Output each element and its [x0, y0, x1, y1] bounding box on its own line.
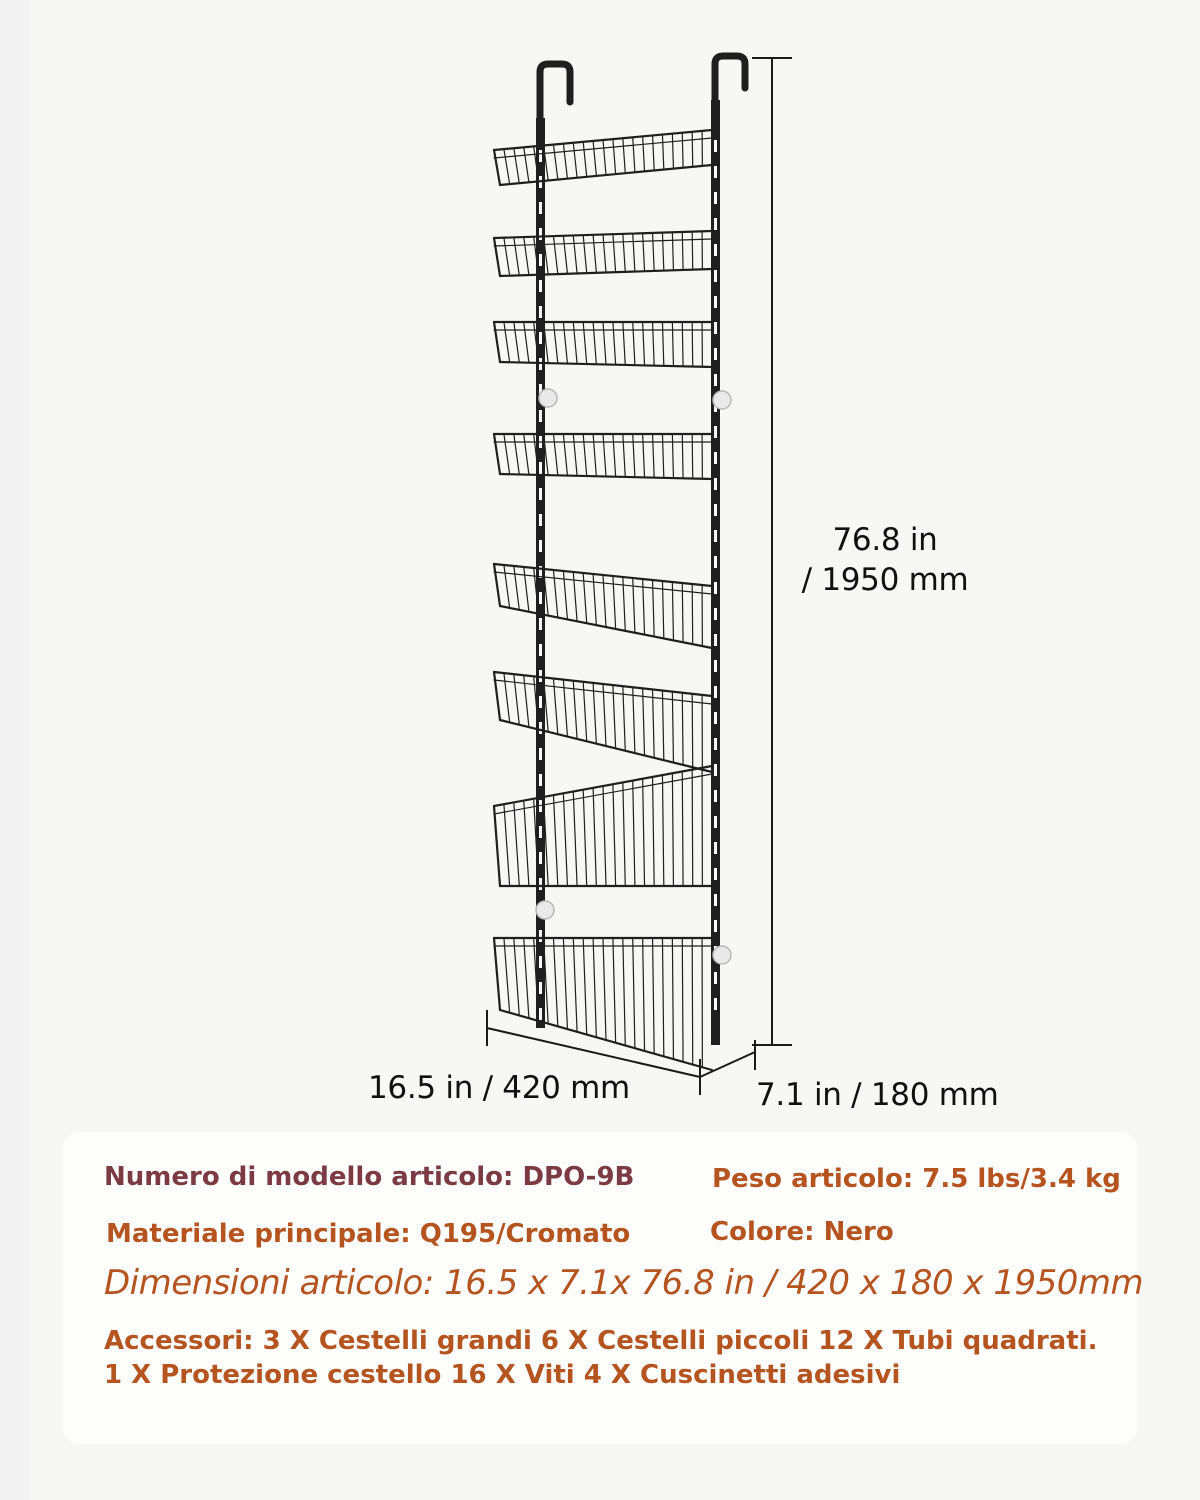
depth-dimension-label: 7.1 in / 180 mm — [756, 1077, 999, 1113]
basket-wire — [653, 689, 655, 757]
basket-wire — [672, 582, 673, 640]
upright-slot — [539, 488, 542, 500]
upright-slot — [539, 774, 542, 786]
basket-wire — [603, 235, 606, 273]
basket-wire — [563, 571, 567, 619]
upright-slot — [539, 878, 542, 890]
upright-slot — [539, 254, 542, 266]
upright-slot — [714, 192, 717, 204]
upright-slot — [539, 280, 542, 292]
model-number: Numero di modello articolo: DPO-9B — [104, 1162, 635, 1192]
basket-wire — [623, 434, 625, 477]
basket-wire — [682, 322, 683, 366]
upright-slot — [714, 348, 717, 360]
upright-slot — [539, 956, 542, 968]
basket-wire — [613, 234, 616, 272]
basket-wire — [524, 938, 529, 1018]
basket-wire — [643, 136, 645, 171]
basket-wire — [563, 236, 567, 274]
basket-wire — [514, 434, 519, 474]
upright-slot — [539, 540, 542, 552]
basket-wire — [603, 434, 606, 477]
upright-slot — [714, 842, 717, 854]
upright-slot — [539, 202, 542, 214]
basket-wire — [662, 322, 663, 366]
upright-slot — [714, 868, 717, 880]
basket-wire — [672, 134, 673, 169]
basket-wire — [672, 232, 673, 270]
basket-side — [494, 806, 500, 886]
basket-wire — [643, 779, 645, 886]
upright-slot — [539, 748, 542, 760]
basket-wire — [662, 434, 663, 478]
upright-slot — [539, 852, 542, 864]
upright-slot — [714, 894, 717, 906]
basket-wire — [593, 434, 596, 476]
basket-wire — [613, 938, 616, 1043]
basket-wire — [613, 685, 616, 748]
basket-wire — [613, 139, 616, 174]
upright-slot — [714, 296, 717, 308]
basket-wire — [662, 938, 663, 1056]
basket-wire — [583, 938, 587, 1035]
upright-slot — [539, 306, 542, 318]
upright-slot — [714, 764, 717, 776]
upright-slot — [539, 592, 542, 604]
upright-slot — [714, 374, 717, 386]
basket-side — [494, 672, 500, 720]
upright-slot — [714, 738, 717, 750]
upright-slot — [714, 790, 717, 802]
basket-wire — [583, 434, 587, 476]
upright-slot — [714, 816, 717, 828]
basket-wire — [524, 567, 529, 612]
basket-wire — [573, 572, 577, 621]
basket-side — [494, 150, 500, 185]
upright-slot — [714, 920, 717, 932]
height-dimension-label — [800, 520, 970, 600]
basket-wire — [514, 237, 519, 275]
upright-slot — [539, 618, 542, 630]
upright-slot — [539, 514, 542, 526]
upright-slot — [714, 634, 717, 646]
basket-wire — [633, 137, 635, 172]
basket-wire — [682, 938, 683, 1062]
upright-slot — [539, 332, 542, 344]
basket-wire — [643, 688, 645, 755]
basket-wire — [672, 692, 673, 763]
basket-wire — [623, 686, 625, 751]
basket-wire — [553, 145, 557, 180]
upright-slot — [714, 478, 717, 490]
upright-slot — [714, 608, 717, 620]
basket-wire — [643, 322, 645, 365]
upright-slot — [714, 166, 717, 178]
basket-wire — [573, 938, 577, 1032]
basket-wire — [573, 235, 577, 273]
basket-wire — [524, 801, 529, 886]
basket-wire — [653, 938, 655, 1054]
adhesive-pad — [713, 946, 731, 964]
basket-wire — [662, 233, 663, 271]
basket-wire — [603, 684, 606, 746]
door-rack-icon — [494, 56, 745, 1070]
basket-wire — [504, 238, 510, 276]
accessories-line-2: 1 X Protezione cestello 16 X Viti 4 X Cuscinetti adesivi — [104, 1360, 901, 1390]
basket-wire — [553, 938, 557, 1026]
basket-wire — [504, 322, 510, 362]
upright-slot — [714, 140, 717, 152]
basket-wire — [603, 786, 606, 886]
basket-wire — [593, 788, 596, 886]
upright-slot — [714, 582, 717, 594]
basket-wire — [563, 793, 567, 886]
basket-wire — [623, 782, 625, 886]
basket-side — [494, 238, 500, 276]
basket-wire — [553, 570, 557, 617]
item-color: Colore: Nero — [710, 1217, 894, 1247]
basket-wire — [672, 322, 673, 366]
basket-wire — [643, 233, 645, 271]
basket-wire — [692, 322, 693, 367]
basket-wire — [653, 777, 655, 886]
basket-wire — [514, 802, 519, 886]
basket-side — [494, 322, 500, 362]
basket-wire — [603, 322, 606, 365]
basket-wire — [583, 235, 587, 273]
basket-wire — [583, 322, 587, 364]
basket-wire — [593, 683, 596, 744]
upright-slot — [714, 504, 717, 516]
basket-wire — [633, 938, 635, 1048]
basket-wire — [524, 322, 529, 363]
upright-slot — [714, 244, 717, 256]
basket-wire — [613, 322, 616, 365]
basket-wire — [623, 138, 625, 173]
basket-wire — [573, 143, 577, 178]
specifications-card — [62, 1132, 1144, 1444]
basket-wire — [583, 790, 587, 886]
basket-wire — [553, 434, 557, 475]
basket-wire — [583, 573, 587, 623]
basket-wire — [643, 938, 645, 1051]
upright-slot — [714, 218, 717, 230]
upright-slot — [539, 644, 542, 656]
basket-wire — [504, 938, 510, 1013]
basket-wire — [524, 147, 529, 182]
basket-wire — [633, 687, 635, 753]
basket-wire — [653, 322, 655, 366]
upright-slot — [539, 722, 542, 734]
basket-wire — [593, 322, 596, 364]
basket-wire — [514, 566, 519, 610]
basket-wire — [613, 784, 616, 886]
item-weight: Peso articolo: 7.5 lbs/3.4 kg — [712, 1164, 1121, 1194]
basket-wire — [692, 938, 693, 1065]
basket-wire — [643, 434, 645, 477]
basket-wire — [593, 938, 596, 1037]
basket-wire — [553, 236, 557, 274]
basket-wire — [504, 673, 510, 722]
basket-wire — [633, 322, 635, 365]
upright-slot — [539, 228, 542, 240]
adhesive-pad — [536, 901, 554, 919]
basket-wire — [653, 135, 655, 170]
basket-wire — [553, 322, 557, 363]
upright-slot — [714, 452, 717, 464]
basket-wire — [504, 149, 510, 184]
height-millimeters: / 1950 mm — [801, 562, 969, 598]
basket-wire — [662, 775, 663, 886]
upright-slot — [539, 930, 542, 942]
basket-wire — [524, 237, 529, 275]
upright-slot — [714, 530, 717, 542]
basket-wire — [514, 674, 519, 725]
basket-wire — [524, 434, 529, 475]
basket-wire — [653, 434, 655, 478]
left-door-hook — [540, 64, 570, 118]
basket-wire — [504, 804, 510, 886]
basket-side — [494, 564, 500, 606]
upright-slot — [539, 462, 542, 474]
upright-slot — [539, 150, 542, 162]
basket-wire — [613, 434, 616, 477]
basket-wire — [692, 232, 693, 270]
basket-wire — [662, 691, 663, 761]
basket-wire — [682, 693, 683, 765]
basket-wire — [633, 781, 635, 886]
upright-slot — [539, 1008, 542, 1020]
basket-wire — [563, 322, 567, 364]
basket-wire — [593, 235, 596, 273]
upright-slot — [539, 982, 542, 994]
basket-wire — [692, 584, 693, 644]
basket-wire — [623, 938, 625, 1045]
adhesive-pad — [539, 389, 557, 407]
basket-wire — [553, 795, 557, 886]
upright-slot — [714, 270, 717, 282]
upright-slot — [714, 426, 717, 438]
basket-wire — [633, 434, 635, 477]
basket-wire — [563, 434, 567, 476]
basket-wire — [514, 938, 519, 1015]
basket-wire — [504, 565, 510, 608]
basket-side — [494, 938, 500, 1010]
upright-slot — [714, 686, 717, 698]
upright-slot — [714, 556, 717, 568]
basket-wire — [692, 770, 693, 886]
height-inches: 76.8 in — [832, 522, 938, 558]
upright-slot — [714, 972, 717, 984]
upright-slot — [714, 322, 717, 334]
basket-wire — [623, 322, 625, 365]
right-door-hook — [715, 56, 745, 100]
basket-wire — [573, 322, 577, 364]
width-dimension-label: 16.5 in / 420 mm — [368, 1070, 630, 1106]
basket-wire — [593, 141, 596, 176]
basket-wire — [514, 148, 519, 183]
basket-wire — [603, 140, 606, 175]
basket-wire — [563, 144, 567, 179]
basket-wire — [692, 694, 693, 767]
basket-wire — [682, 583, 683, 642]
basket-wire — [514, 322, 519, 362]
adhesive-pad — [713, 391, 731, 409]
basket-wire — [563, 938, 567, 1029]
basket-wire — [672, 938, 673, 1059]
item-dimensions: Dimensioni articolo: 16.5 x 7.1x 76.8 in / 420 x 180 x 1950mm — [104, 1263, 1144, 1303]
basket-wire — [692, 132, 693, 167]
accessories-line-1: Accessori: 3 X Cestelli grandi 6 X Cestelli piccoli 12 X Tubi quadrati. — [104, 1326, 1098, 1356]
upright-slot — [539, 826, 542, 838]
basket-wire — [653, 233, 655, 271]
upright-slot — [714, 712, 717, 724]
basket-wire — [682, 133, 683, 168]
basket-wire — [603, 938, 606, 1040]
upright-slot — [539, 410, 542, 422]
upright-slot — [714, 660, 717, 672]
basket-wire — [672, 434, 673, 478]
basket-wire — [692, 434, 693, 479]
basket-wire — [573, 791, 577, 886]
basket-wire — [682, 771, 683, 886]
basket-wire — [682, 434, 683, 478]
basket-wire — [682, 232, 683, 270]
basket-wire — [662, 135, 663, 170]
basket-wire — [672, 773, 673, 886]
basket-wire — [583, 142, 587, 177]
main-material: Materiale principale: Q195/Cromato — [106, 1219, 631, 1249]
basket-wire — [623, 234, 625, 272]
basket-wire — [633, 234, 635, 272]
basket-wire — [504, 434, 510, 474]
upright-slot — [714, 998, 717, 1010]
basket-wire — [573, 434, 577, 476]
basket-side — [494, 434, 500, 474]
upright-slot — [539, 696, 542, 708]
